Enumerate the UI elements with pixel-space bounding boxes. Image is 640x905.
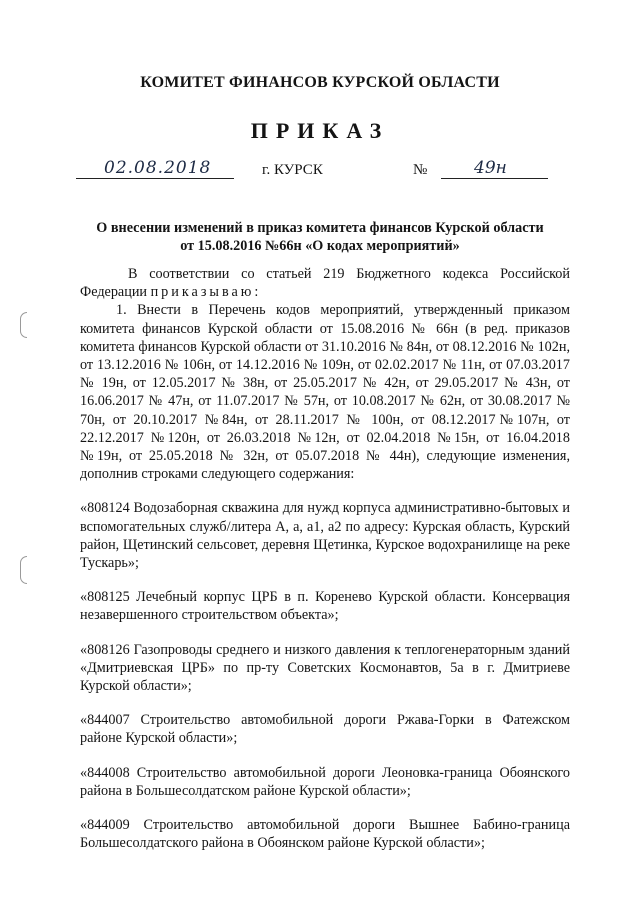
handwritten-date: 02.08.2018: [104, 158, 212, 178]
number-underline: [441, 178, 548, 179]
entry-844008: «844008 Строительство автомобильной дороги Леоновка-граница Обоянского района в Большесолдатском районе Курской области»;: [80, 764, 570, 799]
title-line-1: О внесении изменений в приказ комитета финансов Курской области: [96, 220, 544, 236]
entry-844009: «844009 Строительство автомобильной дороги Вышнее Бабино-граница Большесолдатского района в Обоянском районе Курской области»;: [80, 817, 570, 852]
title-line-2: от 15.08.2016 №66н «О кодах мероприятий»: [180, 238, 460, 254]
scan-hole-mark: [20, 312, 27, 338]
handwritten-number: 49н: [474, 158, 507, 178]
entry-808124: «808124 Водозаборная скважина для нужд корпуса административно-бытовых и вспомогательных служб/литера А, а, а1, а2 по адресу: Курская область, Курский район, Щетинский сельсовет, деревня Щетинка, Курское водохранилище на реке Тускарь»;: [80, 500, 570, 572]
date-underline: [76, 178, 234, 179]
item-1-paragraph: 1. Внести в Перечень кодов мероприятий, утвержденный приказом комитета финансов Курской области от 15.08.2016 № 66н (в ред. приказов комитета финансов Курской области от 31.10.2016 № 84н, от 08.12.2016 № 102н, от 13.12.2016 № 106н, от 14.12.2016 № 109н, от 02.02.2017 № 11н, от 07.03.2017 № 19н, от 12.05.2017 № 38н, от 25.05.2017 № 42н, от 29.05.2017 № 43н, от 16.06.2017 № 47н, от 11.07.2017 № 57н, от 10.08.2017 № 62н, от 30.08.2017 № 70н, от 20.10.2017 №84н, от 28.11.2017 № 100н, от 08.12.2017№107н, от 22.12.2017 №120н, от 26.03.2018 №12н, от 02.04.2018 №15н, от 16.04.2018 №19н, от 25.05.2018 № 32н, от 05.07.2018 № 44н), следующие изменения, дополнив строками следующего содержания:: [80, 302, 570, 483]
intro-paragraph: [80, 265, 570, 301]
scan-hole-mark: [20, 556, 27, 584]
document-type-heading: ПРИКАЗ: [250, 118, 390, 143]
intro-colon: :: [254, 284, 259, 301]
document-body: [80, 265, 570, 852]
city-label: г. КУРСК: [262, 162, 323, 178]
intro-order-word: приказываю: [150, 284, 255, 301]
number-sign: №: [413, 162, 428, 178]
entry-844007: «844007 Строительство автомобильной дороги Ржава-Горки в Фатежском районе Курской области»;: [80, 712, 570, 747]
intro-text: В соответствии со статьей 219 Бюджетного кодекса Российской Федерации: [80, 266, 570, 301]
document-title: [70, 219, 570, 255]
entry-808125: «808125 Лечебный корпус ЦРБ в п. Коренево Курской области. Консервация незавершенного строительством объекта»;: [80, 589, 570, 624]
organization-heading: КОМИТЕТ ФИНАНСОВ КУРСКОЙ ОБЛАСТИ: [140, 74, 500, 91]
entry-808126: «808126 Газопроводы среднего и низкого давления к теплогенераторным зданий «Дмитриевская ЦРБ» по пр-ту Советских Космонавтов, 5а в г. Дмитриеве Курской области»;: [80, 641, 570, 695]
